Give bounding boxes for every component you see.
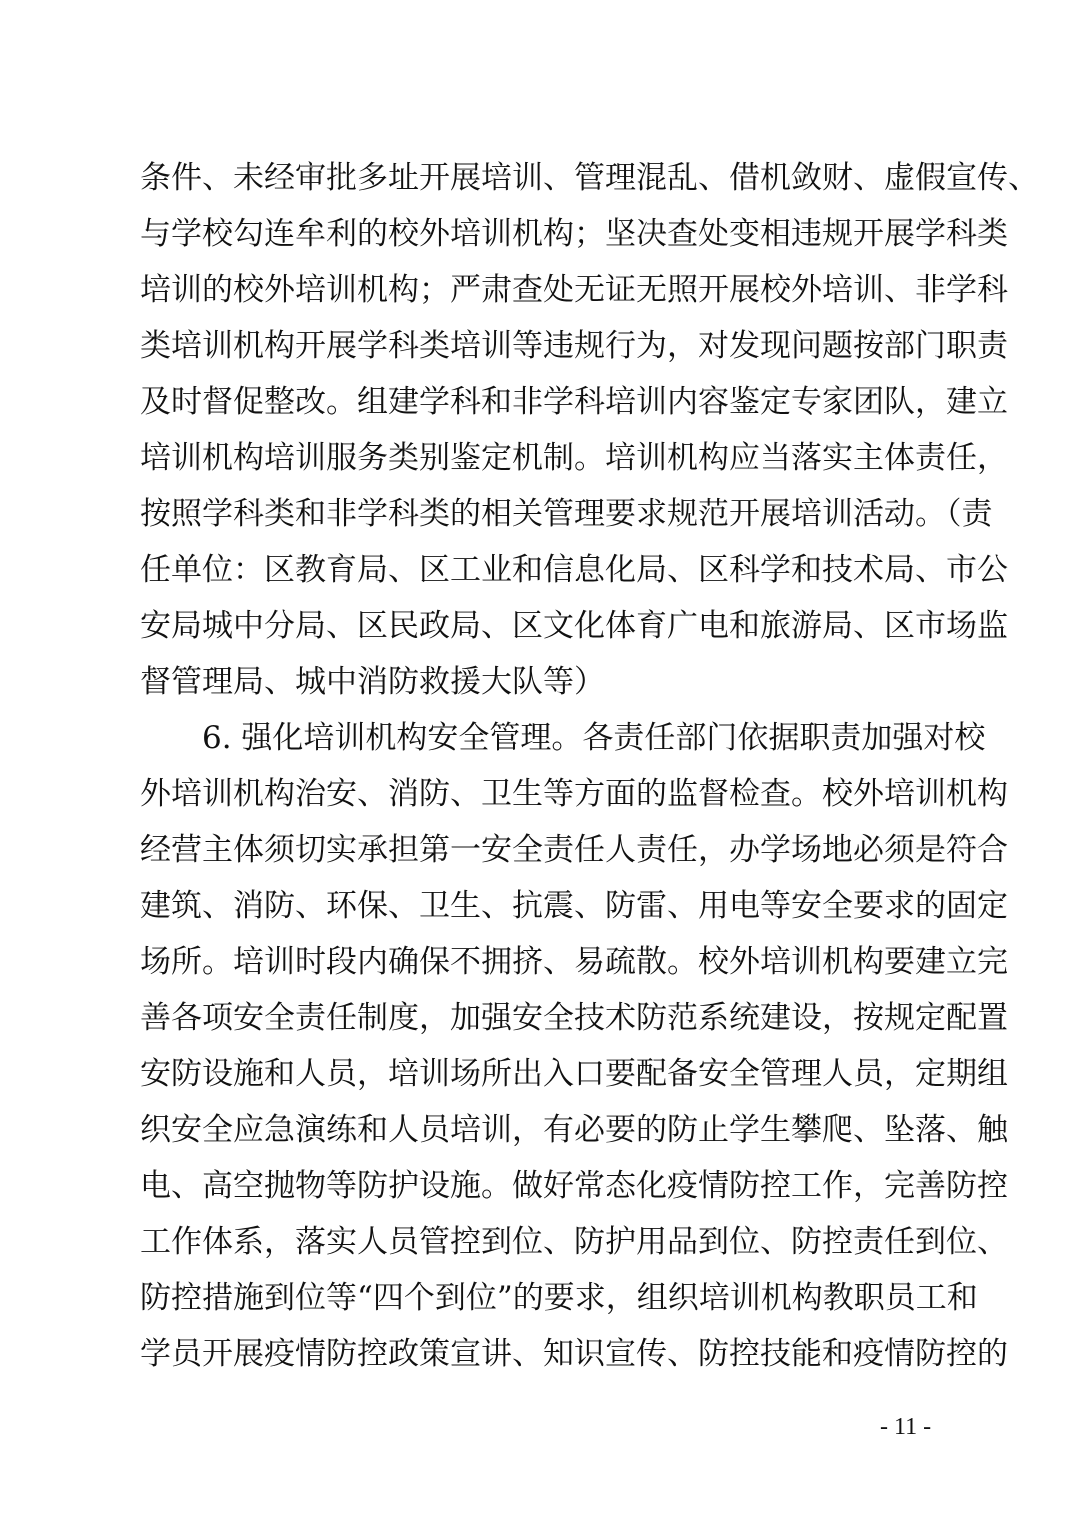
text-line: 学员开展疫情防控政策宣讲、知识宣传、防控技能和疫情防控的 [140, 1336, 1008, 1372]
text-line: 电、高空抛物等防护设施。做好常态化疫情防控工作，完善防控 [140, 1168, 1008, 1204]
text-line: 外培训机构治安、消防、卫生等方面的监督检查。校外培训机构 [140, 776, 1008, 812]
text-line: 与学校勾连牟利的校外培训机构；坚决查处变相违规开展学科类 [140, 216, 1008, 252]
text-line: 建筑、消防、环保、卫生、抗震、防雷、用电等安全要求的固定 [140, 888, 1008, 924]
text-line: 培训的校外培训机构；严肃查处无证无照开展校外培训、非学科 [140, 272, 1008, 308]
text-line: 防控措施到位等“四个到位”的要求，组织培训机构教职员工和 [140, 1280, 978, 1316]
text-line: 按照学科类和非学科类的相关管理要求规范开展培训活动。（责 [140, 496, 993, 532]
text-line: 安防设施和人员，培训场所出入口要配备安全管理人员，定期组 [140, 1056, 1008, 1092]
section-heading-line: 6. 强化培训机构安全管理。各责任部门依据职责加强对校 [202, 720, 986, 756]
text-line: 工作体系，落实人员管控到位、防护用品到位、防控责任到位、 [140, 1224, 1008, 1260]
text-line: 场所。培训时段内确保不拥挤、易疏散。校外培训机构要建立完 [140, 944, 1008, 980]
text-line: 织安全应急演练和人员培训，有必要的防止学生攀爬、坠落、触 [140, 1112, 1008, 1148]
page-number: - 11 - [880, 1414, 932, 1440]
text-line: 类培训机构开展学科类培训等违规行为，对发现问题按部门职责 [140, 328, 1008, 364]
text-line: 督管理局、城中消防救援大队等） [140, 664, 605, 700]
text-line: 经营主体须切实承担第一安全责任人责任，办学场地必须是符合 [140, 832, 1008, 868]
text-line: 及时督促整改。组建学科和非学科培训内容鉴定专家团队，建立 [140, 384, 1008, 420]
text-line: 安局城中分局、区民政局、区文化体育广电和旅游局、区市场监 [140, 608, 1008, 644]
text-line: 条件、未经审批多址开展培训、管理混乱、借机敛财、虚假宣传、 [140, 160, 1039, 196]
text-line: 培训机构培训服务类别鉴定机制。培训机构应当落实主体责任， [140, 440, 1008, 476]
text-line: 善各项安全责任制度，加强安全技术防范系统建设，按规定配置 [140, 1000, 1008, 1036]
text-line: 任单位：区教育局、区工业和信息化局、区科学和技术局、市公 [140, 552, 1008, 588]
